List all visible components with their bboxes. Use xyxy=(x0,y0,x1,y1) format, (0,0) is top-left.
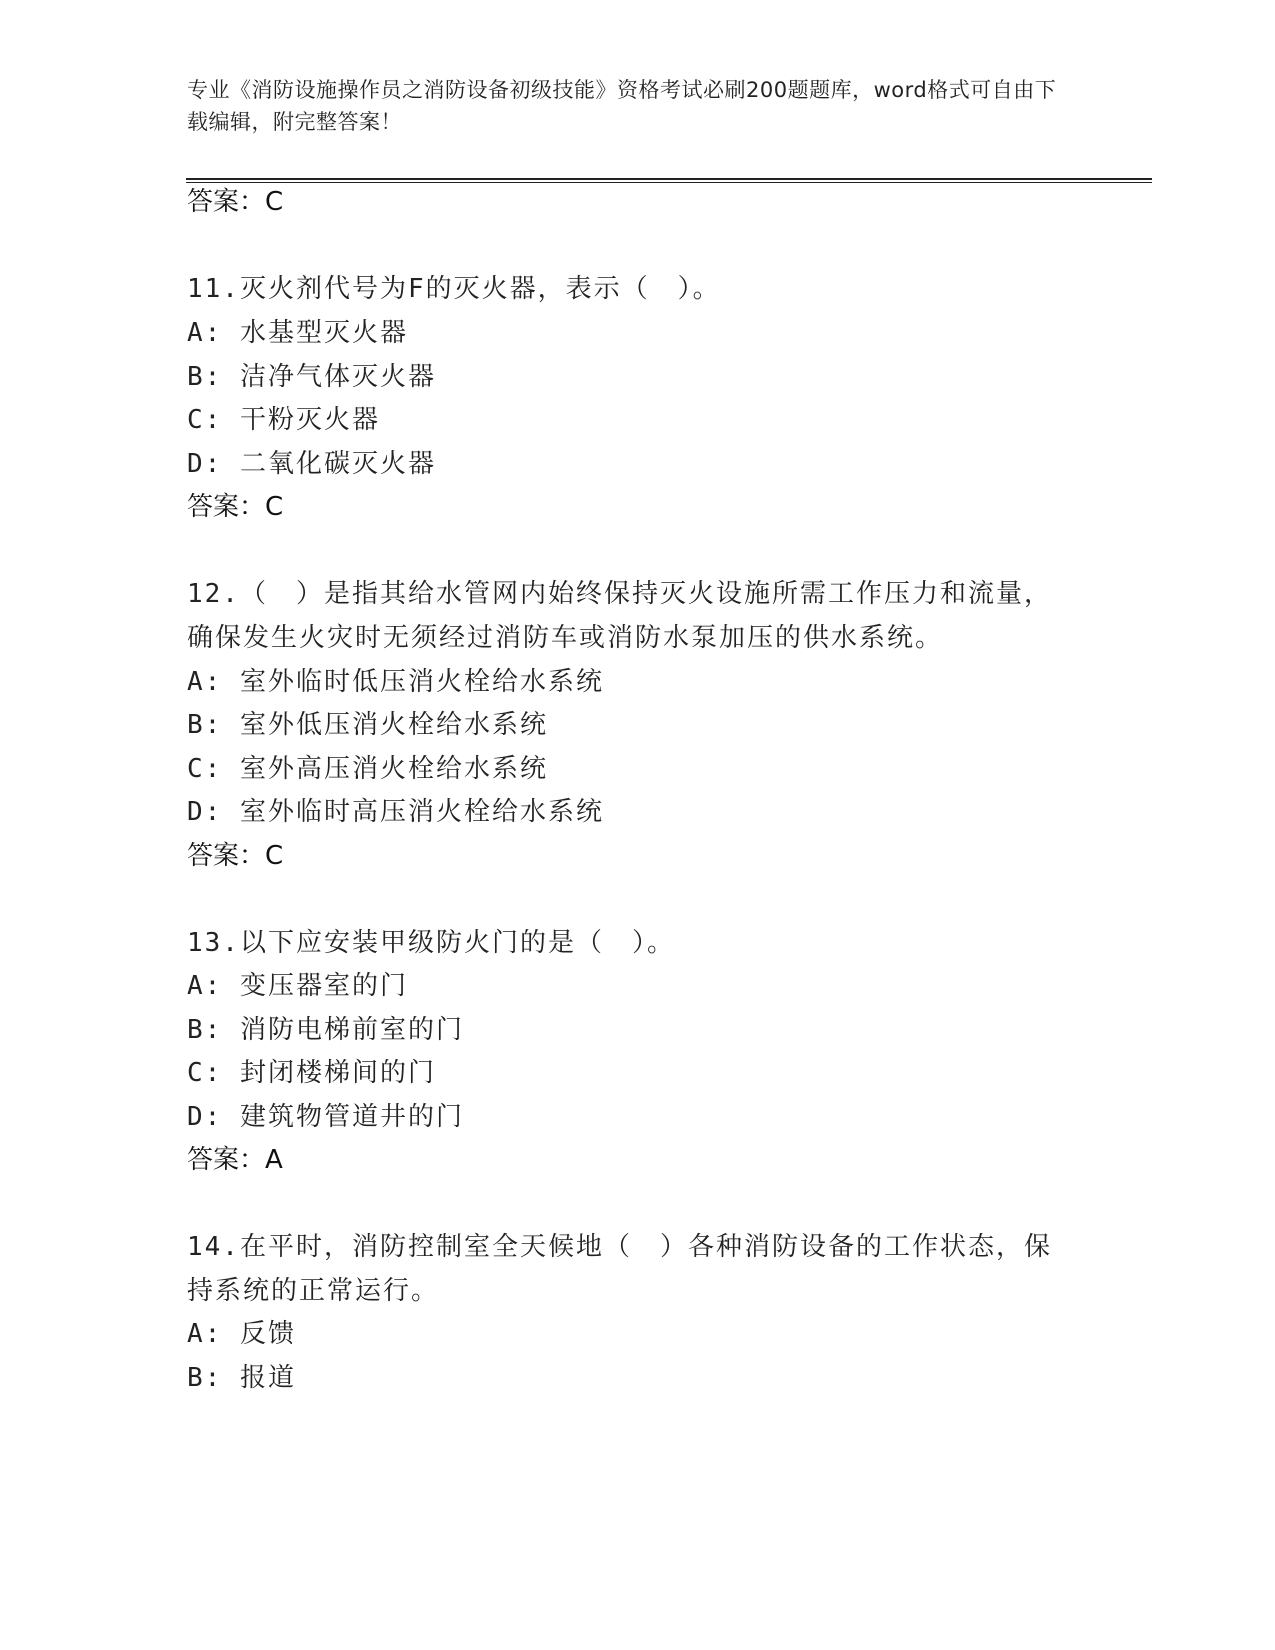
answer-line: 答案：C xyxy=(187,492,284,522)
document-header: 专业《消防设施操作员之消防设备初级技能》资格考试必刷200题题库，word格式可自由下载编辑，附完整答案！ xyxy=(187,78,1057,134)
option-a: A: 变压器室的门 xyxy=(187,971,408,1001)
option-c: C: 封闭楼梯间的门 xyxy=(187,1058,436,1088)
option-b: B: 室外低压消火栓给水系统 xyxy=(187,710,548,740)
option-d: D: 建筑物管道井的门 xyxy=(187,1102,464,1132)
question-text: 14.在平时，消防控制室全天候地（ ）各种消防设备的工作状态，保 xyxy=(187,1232,1052,1262)
option-b: B: 报道 xyxy=(187,1363,296,1393)
question-text: 13.以下应安装甲级防火门的是（ ）。 xyxy=(187,928,675,958)
option-a: A: 室外临时低压消火栓给水系统 xyxy=(187,667,604,697)
option-a: A: 反馈 xyxy=(187,1319,296,1349)
answer-line: 答案：C xyxy=(187,841,284,871)
question-text-continued: 确保发生火灾时无须经过消防车或消防水泵加压的供水系统。 xyxy=(187,623,944,653)
option-d: D: 室外临时高压消火栓给水系统 xyxy=(187,797,604,827)
question-text-continued: 持系统的正常运行。 xyxy=(187,1276,440,1306)
question-text: 12.（ ）是指其给水管网内始终保持灭火设施所需工作压力和流量， xyxy=(187,579,1052,609)
header-divider xyxy=(186,178,1152,180)
option-b: B: 洁净气体灭火器 xyxy=(187,362,436,392)
option-c: C: 干粉灭火器 xyxy=(187,405,380,435)
answer-line: 答案：A xyxy=(187,1145,283,1175)
option-b: B: 消防电梯前室的门 xyxy=(187,1015,464,1045)
option-a: A: 水基型灭火器 xyxy=(187,318,408,348)
option-c: C: 室外高压消火栓给水系统 xyxy=(187,754,548,784)
option-d: D: 二氧化碳灭火器 xyxy=(187,449,436,479)
header-divider-thin xyxy=(186,182,1152,183)
answer-line: 答案：C xyxy=(187,187,284,217)
question-text: 11.灭火剂代号为F的灭火器，表示（ ）。 xyxy=(187,274,721,304)
